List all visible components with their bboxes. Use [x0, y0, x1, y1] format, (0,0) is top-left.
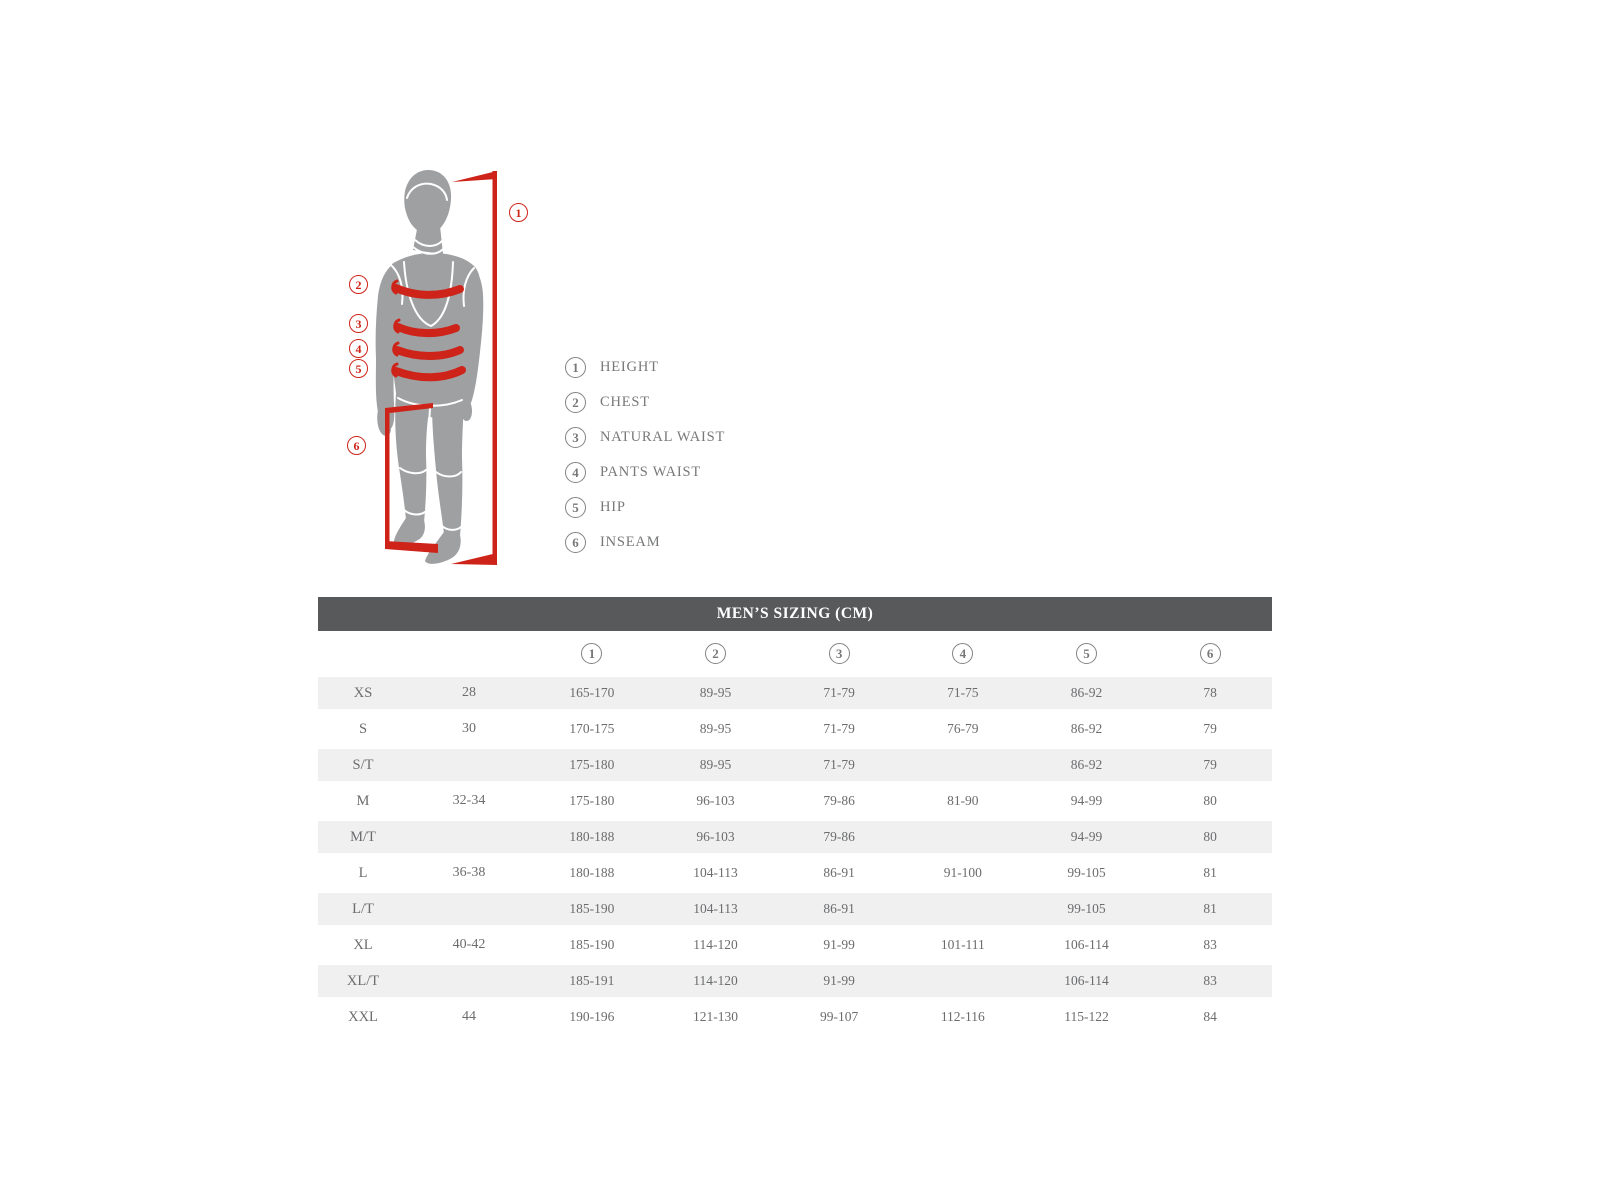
- measurement-value: 81: [1203, 901, 1217, 917]
- table-body: [318, 675, 1272, 1035]
- column-number-badge: 3: [829, 643, 850, 664]
- measurement-value: 175-180: [569, 757, 615, 773]
- size-label: XS: [353, 684, 373, 701]
- measurement-value: 86-92: [1070, 721, 1103, 737]
- size-label: L: [358, 864, 368, 881]
- measurement-value: 83: [1203, 937, 1217, 953]
- body-figure-illustration: [340, 158, 560, 578]
- measurement-value: 89-95: [699, 721, 732, 737]
- measurement-value: 114-120: [693, 973, 738, 989]
- legend-label: HEIGHT: [600, 359, 659, 375]
- column-number-badge: 2: [705, 643, 726, 664]
- legend-item: [565, 420, 725, 455]
- table-row: [318, 891, 1272, 927]
- measurement-value: 121-130: [692, 1009, 738, 1025]
- numeric-size: 32-34: [452, 793, 486, 808]
- measurement-value: 165-170: [569, 685, 615, 701]
- legend-item: [565, 490, 725, 525]
- measurement-value: 71-75: [947, 685, 979, 701]
- figure-marker-pants-waist: 4: [349, 339, 368, 358]
- measurement-value: 106-114: [1064, 973, 1109, 989]
- measurement-value: 76-79: [947, 721, 979, 737]
- size-label: M: [356, 792, 370, 809]
- measurement-value: 79: [1203, 721, 1217, 737]
- column-number-badge: 6: [1200, 643, 1221, 664]
- figure-marker-hip: 5: [349, 359, 368, 378]
- legend-number-badge: 6: [565, 532, 586, 553]
- column-header-cell: [654, 643, 778, 664]
- legend-number-badge: 4: [565, 462, 586, 483]
- table-row: [318, 819, 1272, 855]
- measurement-value: 170-175: [569, 721, 615, 737]
- measurement-value: 79-86: [823, 793, 855, 809]
- measurement-value: 190-196: [569, 1009, 615, 1025]
- table-row: [318, 999, 1272, 1035]
- legend-item: [565, 350, 725, 385]
- size-label: XL: [353, 936, 373, 953]
- numeric-size: 28: [462, 685, 476, 700]
- table-row: [318, 783, 1272, 819]
- figure-marker-height: 1: [509, 203, 528, 222]
- measurement-value: 101-111: [940, 937, 985, 953]
- measurement-value: 71-79: [823, 721, 855, 737]
- legend-label: INSEAM: [600, 534, 661, 550]
- mens-sizing-table: [318, 597, 1272, 1035]
- measurement-value: 81-90: [947, 793, 979, 809]
- measurement-value: 96-103: [696, 793, 735, 809]
- measurement-value: 86-92: [1070, 685, 1103, 701]
- measurement-value: 79: [1203, 757, 1217, 773]
- measurement-value: 94-99: [1070, 829, 1103, 845]
- size-label: L/T: [352, 900, 374, 917]
- size-label: S/T: [352, 756, 374, 773]
- measurement-value: 104-113: [693, 901, 738, 917]
- legend-label: HIP: [600, 499, 626, 515]
- legend-label: CHEST: [600, 394, 650, 410]
- measurement-value: 71-79: [823, 757, 855, 773]
- measurement-value: 71-79: [823, 685, 855, 701]
- legend-label: NATURAL WAIST: [600, 429, 726, 445]
- measurement-value: 96-103: [696, 829, 735, 845]
- measurement-value: 115-122: [1064, 1009, 1109, 1025]
- numeric-size: 36-38: [452, 865, 486, 880]
- figure-marker-natural-waist: 3: [349, 314, 368, 333]
- table-row: [318, 711, 1272, 747]
- measurement-value: 106-114: [1064, 937, 1109, 953]
- measurement-value: 185-190: [569, 937, 615, 953]
- column-header-cell: [1148, 643, 1272, 664]
- measurement-value: 91-100: [943, 865, 982, 881]
- legend-label: PANTS WAIST: [600, 464, 702, 480]
- measurement-value: 180-188: [569, 829, 615, 845]
- column-number-badge: 1: [581, 643, 602, 664]
- measurement-value: 104-113: [693, 865, 738, 881]
- measurement-legend: [565, 350, 725, 560]
- measurement-value: 99-105: [1067, 865, 1106, 881]
- measurement-value: 180-188: [569, 865, 615, 881]
- numeric-size: 40-42: [452, 937, 486, 952]
- measurement-value: 80: [1203, 793, 1217, 809]
- numeric-size: 30: [462, 721, 476, 736]
- legend-number-badge: 5: [565, 497, 586, 518]
- legend-item: [565, 385, 725, 420]
- measurement-value: 89-95: [699, 757, 732, 773]
- measurement-diagram: [340, 158, 560, 578]
- table-row: [318, 963, 1272, 999]
- size-label: XXL: [348, 1008, 378, 1025]
- measurement-value: 86-91: [823, 901, 855, 917]
- table-row: [318, 747, 1272, 783]
- measurement-value: 99-105: [1067, 901, 1106, 917]
- measurement-value: 81: [1203, 865, 1217, 881]
- column-number-badge: 5: [1076, 643, 1097, 664]
- size-label: XL/T: [346, 972, 380, 989]
- measurement-value: 99-107: [820, 1009, 859, 1025]
- table-column-header-row: [318, 631, 1272, 675]
- measurement-value: 185-190: [569, 901, 615, 917]
- measurement-value: 91-99: [823, 973, 855, 989]
- table-row: [318, 927, 1272, 963]
- measurement-value: 114-120: [693, 937, 738, 953]
- measurement-value: 78: [1203, 685, 1217, 701]
- body-silhouette: [376, 170, 484, 564]
- column-header-cell: [1025, 643, 1149, 664]
- numeric-size: 44: [462, 1009, 476, 1024]
- legend-number-badge: 1: [565, 357, 586, 378]
- size-label: M/T: [350, 828, 376, 845]
- column-header-cell: [530, 643, 654, 664]
- measurement-value: 80: [1203, 829, 1217, 845]
- legend-number-badge: 2: [565, 392, 586, 413]
- measurement-value: 86-92: [1070, 757, 1103, 773]
- figure-marker-chest: 2: [349, 275, 368, 294]
- measurement-value: 89-95: [699, 685, 732, 701]
- figure-marker-inseam: 6: [347, 436, 366, 455]
- column-number-badge: 4: [952, 643, 973, 664]
- measurement-value: 175-180: [569, 793, 615, 809]
- table-row: [318, 675, 1272, 711]
- column-header-cell: [777, 643, 901, 664]
- measurement-value: 91-99: [823, 937, 855, 953]
- measurement-value: 112-116: [940, 1009, 985, 1025]
- measurement-value: 84: [1203, 1009, 1217, 1025]
- legend-item: [565, 525, 725, 560]
- measurement-value: 94-99: [1070, 793, 1103, 809]
- column-header-cell: [901, 643, 1025, 664]
- measurement-value: 86-91: [823, 865, 855, 881]
- measurement-value: 79-86: [823, 829, 855, 845]
- size-label: S: [358, 720, 368, 737]
- legend-item: [565, 455, 725, 490]
- measurement-value: 83: [1203, 973, 1217, 989]
- table-title: MEN’S SIZING (CM): [318, 597, 1272, 631]
- legend-number-badge: 3: [565, 427, 586, 448]
- measurement-value: 185-191: [569, 973, 615, 989]
- table-row: [318, 855, 1272, 891]
